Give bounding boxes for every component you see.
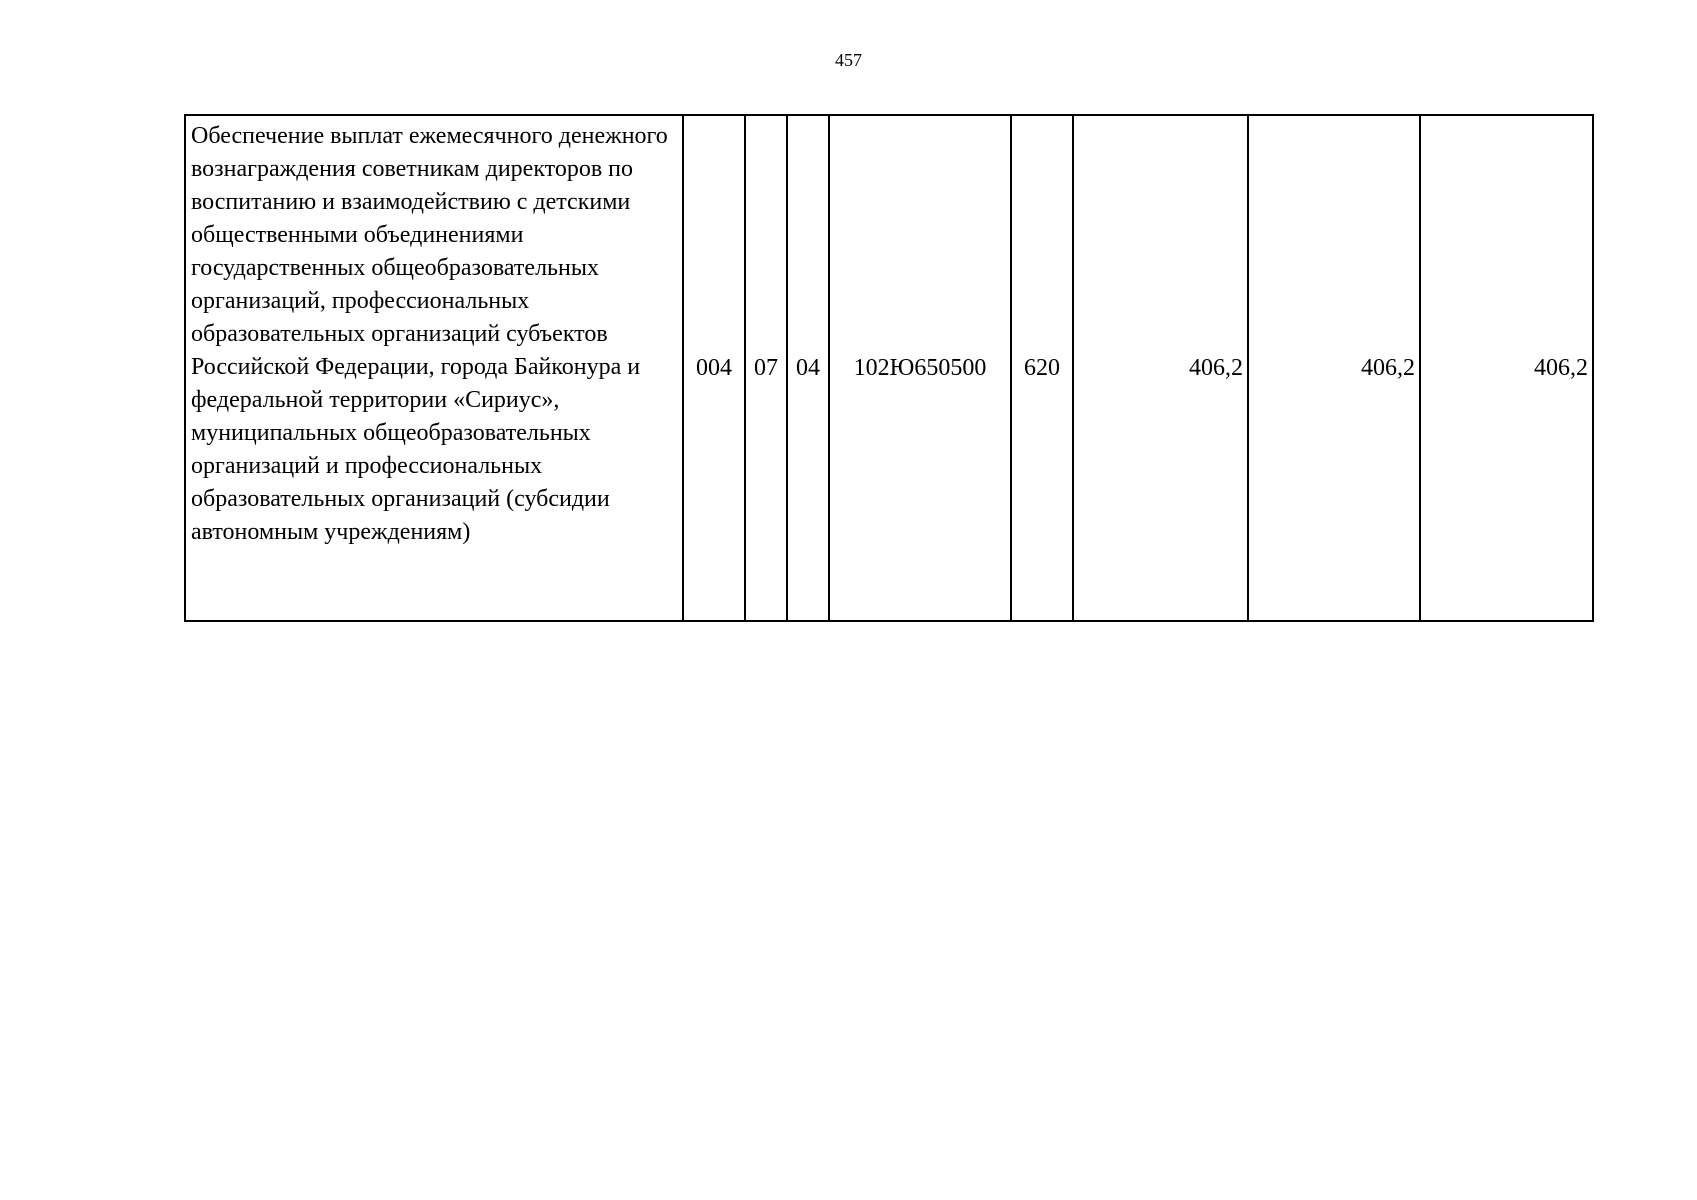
subsection-code-cell: 04	[787, 115, 829, 621]
table-row	[185, 115, 1593, 621]
amount-year-3-cell: 406,2	[1420, 115, 1593, 621]
ministry-code-cell: 004	[683, 115, 745, 621]
page-number: 457	[835, 50, 862, 70]
section-code-cell: 07	[745, 115, 787, 621]
expense-type-cell: 620	[1011, 115, 1073, 621]
budget-table	[184, 114, 1594, 622]
amount-year-2-cell: 406,2	[1248, 115, 1420, 621]
amount-year-1-cell: 406,2	[1073, 115, 1248, 621]
target-article-cell: 102Ю650500	[829, 115, 1011, 621]
row-description: Обеспечение выплат ежемесячного денежного вознаграждения советникам директоров по воспитанию и взаимодействию с детскими общественными объединениями государственных общеобразовательных организаций, профессиональных образовательных организаций субъектов Российской Федерации, города Байконура и федеральной территории «Сириус», муниципальных общеобразовательных организаций и профессиональных образовательных организаций (субсидии автономным учреждениям)	[185, 115, 683, 621]
